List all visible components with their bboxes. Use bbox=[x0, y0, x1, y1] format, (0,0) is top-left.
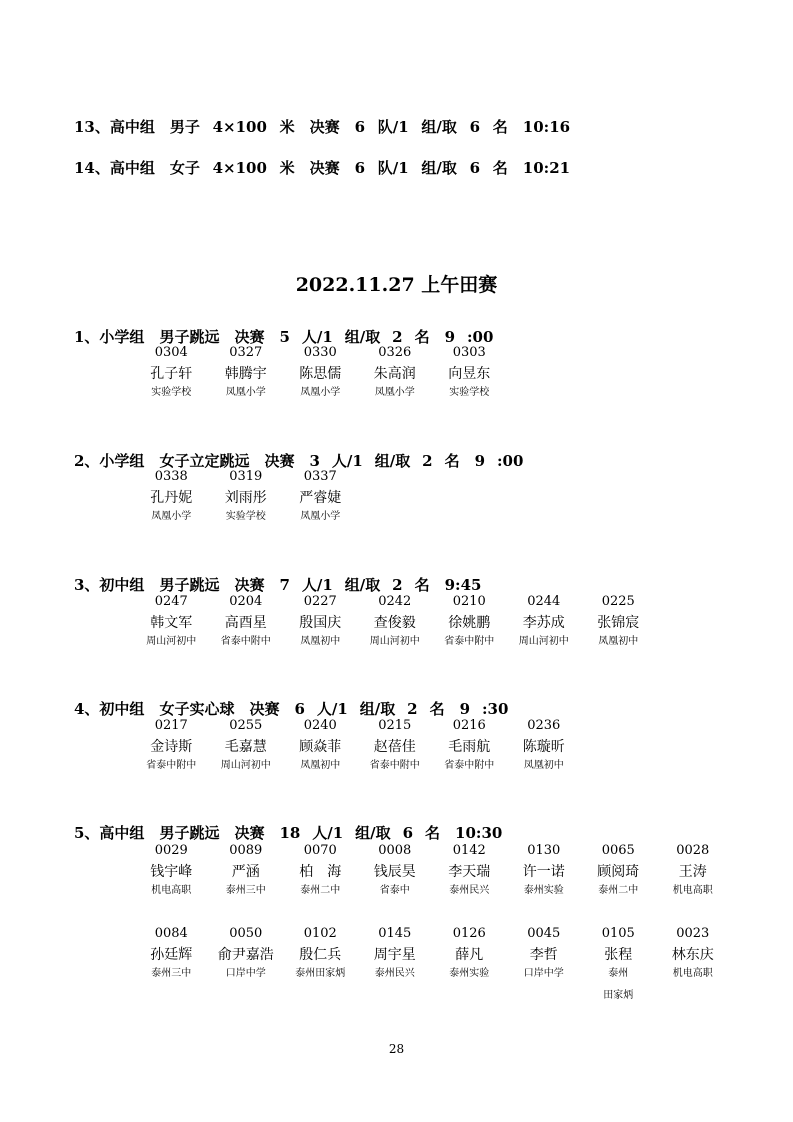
athlete-entry bbox=[432, 592, 507, 650]
athlete-school: 泰州民兴 bbox=[449, 885, 490, 896]
athlete-entry bbox=[283, 716, 358, 774]
athlete-number: 0242 bbox=[378, 594, 412, 609]
athlete-entry bbox=[581, 924, 656, 1004]
athlete-entry bbox=[209, 467, 284, 525]
athlete-name: 刘雨彤 bbox=[224, 490, 267, 506]
athletes-row bbox=[134, 841, 730, 899]
athlete-entry bbox=[134, 841, 209, 899]
athlete-entry bbox=[283, 841, 358, 899]
athlete-name: 陈思儒 bbox=[299, 366, 342, 382]
athlete-school: 泰州民兴 bbox=[374, 968, 415, 979]
athlete-entry bbox=[432, 343, 507, 401]
athlete-name: 严睿婕 bbox=[299, 490, 342, 506]
event-title-5: 5、高中组 男子跳远 决赛 18 人/1 组/取 6 名 10:30 bbox=[74, 824, 503, 842]
athlete-school: 泰州实验 bbox=[449, 968, 490, 979]
athlete-number: 0089 bbox=[229, 843, 263, 858]
athlete-name: 金诗斯 bbox=[150, 739, 193, 755]
athlete-school: 口岸中学 bbox=[225, 968, 266, 979]
athlete-name: 李苏成 bbox=[522, 615, 565, 631]
athlete-name: 赵蓓佳 bbox=[373, 739, 416, 755]
athlete-number: 0130 bbox=[527, 843, 561, 858]
athlete-number: 0338 bbox=[154, 469, 188, 484]
athlete-name: 顾焱菲 bbox=[299, 739, 342, 755]
athletes-row bbox=[134, 924, 730, 1004]
athlete-number: 0319 bbox=[229, 469, 263, 484]
athlete-school: 泰州二中 bbox=[300, 885, 341, 896]
athlete-number: 0236 bbox=[527, 718, 561, 733]
event-title-4: 4、初中组 女子实心球 决赛 6 人/1 组/取 2 名 9 :30 bbox=[74, 700, 509, 718]
athlete-name: 查俊毅 bbox=[373, 615, 416, 631]
athlete-number: 0247 bbox=[154, 594, 188, 609]
athlete-number: 0244 bbox=[527, 594, 561, 609]
athlete-school: 凤凰小学 bbox=[300, 511, 341, 522]
athlete-entry bbox=[358, 716, 433, 774]
athlete-entry bbox=[358, 343, 433, 401]
athlete-school: 凤凰小学 bbox=[300, 387, 341, 398]
athlete-school: 凤凰小学 bbox=[225, 387, 266, 398]
athlete-name: 许一诺 bbox=[522, 864, 565, 880]
athlete-name: 朱高润 bbox=[373, 366, 416, 382]
athlete-school: 凤凰初中 bbox=[523, 760, 564, 771]
athlete-name: 陈璇昕 bbox=[522, 739, 565, 755]
athlete-entry bbox=[432, 924, 507, 1004]
athlete-number: 0204 bbox=[229, 594, 263, 609]
athlete-school: 周山河初中 bbox=[518, 636, 569, 647]
athlete-school: 凤凰初中 bbox=[598, 636, 639, 647]
athlete-name: 周宇星 bbox=[373, 947, 416, 963]
athlete-number: 0240 bbox=[303, 718, 337, 733]
athlete-school: 泰州二中 bbox=[598, 885, 639, 896]
athlete-number: 0327 bbox=[229, 345, 263, 360]
athlete-name: 孙廷辉 bbox=[150, 947, 193, 963]
athlete-school: 泰州实验 bbox=[523, 885, 564, 896]
athlete-number: 0065 bbox=[601, 843, 635, 858]
athlete-school: 实验学校 bbox=[151, 387, 192, 398]
athlete-school: 省泰中附中 bbox=[444, 636, 495, 647]
athlete-entry bbox=[581, 592, 656, 650]
athlete-name: 钱辰昊 bbox=[373, 864, 416, 880]
athlete-school: 省泰中附中 bbox=[369, 760, 420, 771]
section-title: 2022.11.27 上午田赛 bbox=[295, 274, 498, 296]
athlete-school: 省泰中附中 bbox=[444, 760, 495, 771]
athlete-entry bbox=[134, 716, 209, 774]
athlete-school: 省泰中 bbox=[379, 885, 410, 896]
athlete-school: 泰州三中 bbox=[225, 885, 266, 896]
athlete-number: 0303 bbox=[452, 345, 486, 360]
athlete-entry bbox=[581, 841, 656, 899]
athlete-entry bbox=[507, 924, 582, 1004]
athletes-row bbox=[134, 716, 581, 774]
athlete-entry bbox=[283, 467, 358, 525]
athlete-entry bbox=[432, 716, 507, 774]
athlete-name: 向昱东 bbox=[448, 366, 491, 382]
athlete-name: 孔子轩 bbox=[150, 366, 193, 382]
athlete-school: 泰州三中 bbox=[151, 968, 192, 979]
athlete-number: 0255 bbox=[229, 718, 263, 733]
athlete-name: 薛凡 bbox=[455, 947, 484, 963]
athlete-name: 韩腾宇 bbox=[224, 366, 267, 382]
athlete-school: 实验学校 bbox=[449, 387, 490, 398]
athlete-entry bbox=[134, 343, 209, 401]
athlete-entry bbox=[209, 924, 284, 1004]
athlete-number: 0337 bbox=[303, 469, 337, 484]
athlete-entry bbox=[507, 716, 582, 774]
athlete-number: 0050 bbox=[229, 926, 263, 941]
athlete-name: 张锦宸 bbox=[597, 615, 640, 631]
athlete-school-line2: 田家炳 bbox=[603, 990, 634, 1001]
athletes-row bbox=[134, 592, 656, 650]
athlete-school: 机电高职 bbox=[672, 968, 713, 979]
athlete-name: 高酉星 bbox=[224, 615, 267, 631]
athlete-number: 0227 bbox=[303, 594, 337, 609]
athlete-number: 0216 bbox=[452, 718, 486, 733]
athlete-number: 0330 bbox=[303, 345, 337, 360]
athlete-entry bbox=[358, 924, 433, 1004]
athlete-name: 毛嘉慧 bbox=[224, 739, 267, 755]
athlete-entry bbox=[134, 467, 209, 525]
athlete-school: 省泰中附中 bbox=[146, 760, 197, 771]
event-title-2: 2、小学组 女子立定跳远 决赛 3 人/1 组/取 2 名 9 :00 bbox=[74, 452, 524, 470]
relay-event-14: 14、高中组 女子 4×100 米 决赛 6 队/1 组/取 6 名 10:21 bbox=[74, 159, 571, 177]
athlete-number: 0126 bbox=[452, 926, 486, 941]
athletes-row bbox=[134, 467, 358, 525]
athlete-entry bbox=[283, 343, 358, 401]
athlete-school: 周山河初中 bbox=[146, 636, 197, 647]
athlete-number: 0008 bbox=[378, 843, 412, 858]
athlete-entry bbox=[134, 924, 209, 1004]
relay-event-13: 13、高中组 男子 4×100 米 决赛 6 队/1 组/取 6 名 10:16 bbox=[74, 118, 571, 136]
athlete-school: 凤凰小学 bbox=[151, 511, 192, 522]
athlete-number: 0142 bbox=[452, 843, 486, 858]
athlete-entry bbox=[656, 841, 731, 899]
athlete-school: 机电高职 bbox=[672, 885, 713, 896]
athlete-name: 殷仁兵 bbox=[299, 947, 342, 963]
athlete-number: 0210 bbox=[452, 594, 486, 609]
athlete-name: 徐姚鹏 bbox=[448, 615, 491, 631]
athlete-school: 周山河初中 bbox=[369, 636, 420, 647]
athlete-name: 柏 海 bbox=[299, 864, 342, 880]
athlete-name: 顾阅琦 bbox=[597, 864, 640, 880]
athlete-number: 0045 bbox=[527, 926, 561, 941]
athlete-entry bbox=[283, 924, 358, 1004]
athlete-school: 口岸中学 bbox=[523, 968, 564, 979]
athlete-name: 韩文军 bbox=[150, 615, 193, 631]
athlete-name: 张程 bbox=[604, 947, 633, 963]
athlete-entry bbox=[432, 841, 507, 899]
athlete-name: 林东庆 bbox=[671, 947, 714, 963]
athlete-name: 王涛 bbox=[678, 864, 707, 880]
athlete-number: 0070 bbox=[303, 843, 337, 858]
athlete-entry bbox=[209, 343, 284, 401]
athlete-name: 严涵 bbox=[231, 864, 260, 880]
athlete-entry bbox=[209, 592, 284, 650]
athlete-number: 0029 bbox=[154, 843, 188, 858]
athlete-school: 凤凰小学 bbox=[374, 387, 415, 398]
athlete-entry bbox=[358, 841, 433, 899]
athlete-entry bbox=[134, 592, 209, 650]
athlete-number: 0215 bbox=[378, 718, 412, 733]
athlete-school: 凤凰初中 bbox=[300, 636, 341, 647]
athlete-number: 0023 bbox=[676, 926, 710, 941]
athlete-number: 0304 bbox=[154, 345, 188, 360]
athlete-number: 0084 bbox=[154, 926, 188, 941]
athlete-entry bbox=[283, 592, 358, 650]
athlete-entry bbox=[507, 592, 582, 650]
athlete-name: 殷国庆 bbox=[299, 615, 342, 631]
athlete-school: 泰州 bbox=[608, 968, 629, 979]
athlete-number: 0105 bbox=[601, 926, 635, 941]
athlete-school: 省泰中附中 bbox=[220, 636, 271, 647]
athlete-school: 周山河初中 bbox=[220, 760, 271, 771]
athlete-number: 0028 bbox=[676, 843, 710, 858]
athlete-entry bbox=[656, 924, 731, 1004]
athlete-number: 0217 bbox=[154, 718, 188, 733]
athlete-number: 0225 bbox=[601, 594, 635, 609]
athlete-name: 孔丹妮 bbox=[150, 490, 193, 506]
event-title-3: 3、初中组 男子跳远 决赛 7 人/1 组/取 2 名 9:45 bbox=[74, 576, 482, 594]
athlete-name: 李哲 bbox=[529, 947, 558, 963]
athlete-school: 泰州田家炳 bbox=[295, 968, 346, 979]
page-number: 28 bbox=[388, 1042, 405, 1056]
athlete-number: 0145 bbox=[378, 926, 412, 941]
athletes-row bbox=[134, 343, 507, 401]
athlete-entry bbox=[507, 841, 582, 899]
athlete-entry bbox=[358, 592, 433, 650]
athlete-entry bbox=[209, 841, 284, 899]
athlete-school: 机电高职 bbox=[151, 885, 192, 896]
athlete-school: 实验学校 bbox=[225, 511, 266, 522]
athlete-entry bbox=[209, 716, 284, 774]
athlete-name: 李天瑞 bbox=[448, 864, 491, 880]
athlete-number: 0102 bbox=[303, 926, 337, 941]
athlete-number: 0326 bbox=[378, 345, 412, 360]
athlete-name: 毛雨航 bbox=[448, 739, 491, 755]
athlete-school: 凤凰初中 bbox=[300, 760, 341, 771]
event-title-1: 1、小学组 男子跳远 决赛 5 人/1 组/取 2 名 9 :00 bbox=[74, 328, 494, 346]
athlete-name: 俞尹嘉浩 bbox=[217, 947, 274, 963]
athlete-name: 钱宇峰 bbox=[150, 864, 193, 880]
